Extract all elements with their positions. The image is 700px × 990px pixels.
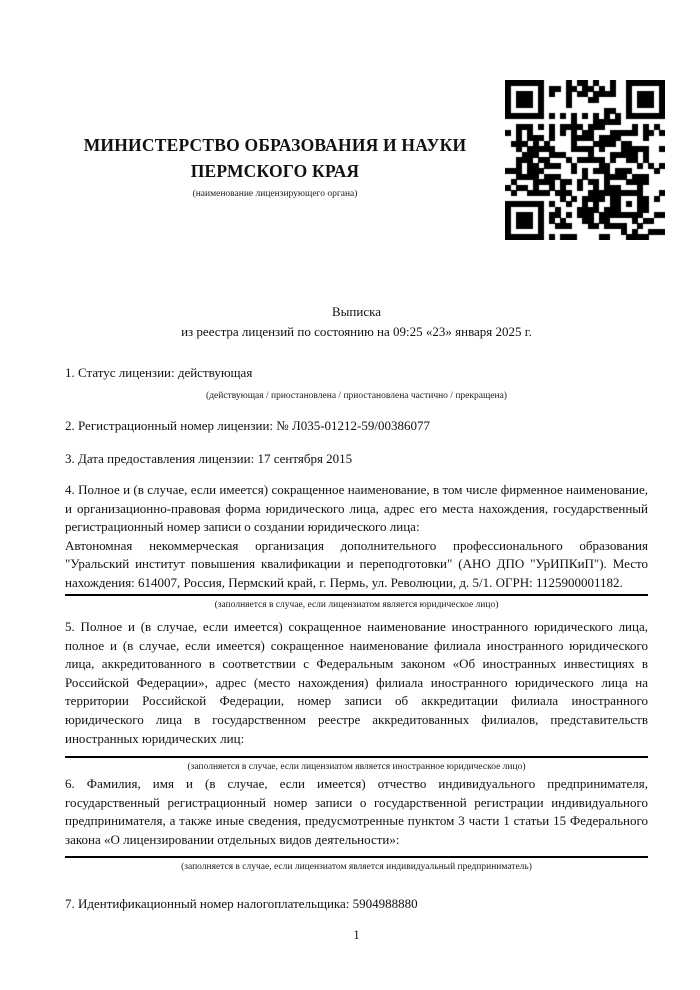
license-status-note: (действующая / приостановлена / приостановлена частично / прекращена) <box>206 390 507 401</box>
foreign-entity-caption: (заполняется в случае, если лицензиатом является иностранное юридическое лицо) <box>187 762 526 773</box>
qr-code-icon <box>505 80 665 240</box>
document-title-line2: из реестра лицензий по состоянию на 09:25 «23» января 2025 г. <box>181 324 532 339</box>
item-taxpayer-number <box>65 895 648 914</box>
item-individual-entrepreneur <box>65 775 648 873</box>
document-title-line1: Выписка <box>332 304 381 319</box>
individual-entrepreneur-label: 6. Фамилия, имя и (в случае, если имеется) отчество индивидуального предпринимателя, государственный регистрационный номер записи о государственной регистрации индивидуального предпринимателя, а также иные сведения, предусмотренные пунктом 3 части 1 статьи 15 Федерального закона «О лицензировании отдельных видов деятельности»: <box>65 776 648 847</box>
item-grant-date <box>65 450 648 469</box>
item-registration-number <box>65 417 648 436</box>
grant-date-text: 3. Дата предоставления лицензии: 17 сентября 2015 <box>65 451 353 466</box>
licensing-authority-header <box>65 132 485 199</box>
item-foreign-entity <box>65 618 648 773</box>
legal-entity-caption: (заполняется в случае, если лицензиатом является юридическое лицо) <box>214 599 499 610</box>
ministry-name-line2: ПЕРМСКОГО КРАЯ <box>190 161 360 181</box>
license-status-text: 1. Статус лицензии: действующая <box>65 365 253 380</box>
legal-entity-value: Автономная некоммерческая организация дополнительного профессионального образования "Уральский институт повышения квалификации и переподготовки" (АНО ДПО "УрИПКиП"). Место нахождения: 614007, Россия, Пермский край, г. Пермь, ул. Революции, д. 5/1. ОГРН: 1125900001182. <box>65 537 648 590</box>
individual-entrepreneur-caption: (заполняется в случае, если лицензиатом является индивидуальный предприниматель) <box>181 862 532 873</box>
item-legal-entity <box>65 481 648 611</box>
page-number: 1 <box>353 928 360 942</box>
foreign-entity-fill-line <box>65 756 648 758</box>
foreign-entity-label: 5. Полное и (в случае, если имеется) сокращенное наименование иностранного юридического лица, полное и (в случае, если имеется) сокращенное наименование филиала иностранного юридического лица, аккредитованного в соответствии с Федеральным законом «Об иностранных инвестициях в Российской Федерации», адрес (место нахождения) филиала иностранного юридического лица на территории Российской Федерации, номер записи об аккредитации филиала иностранного юридического лица в государственном реестре аккредитованных филиалов, представительств иностранных юридических лиц: <box>65 619 648 746</box>
registration-number-text: 2. Регистрационный номер лицензии: № Л035-01212-59/00386077 <box>65 418 431 433</box>
legal-entity-label: 4. Полное и (в случае, если имеется) сокращенное наименование, в том числе фирменное наименование, и организационно-правовая форма юридического лица, адрес его места нахождения, государственный регистрационный номер записи о создании юридического лица: <box>65 482 648 535</box>
ministry-name-line1: МИНИСТЕРСТВО ОБРАЗОВАНИЯ И НАУКИ <box>83 135 467 155</box>
licensing-authority-caption: (наименование лицензирующего органа) <box>192 189 358 199</box>
legal-entity-fill-line <box>65 594 648 596</box>
item-license-status <box>65 364 648 402</box>
document-title <box>65 302 648 342</box>
individual-entrepreneur-fill-line <box>65 856 648 858</box>
taxpayer-number-text: 7. Идентификационный номер налогоплательщика: 5904988880 <box>65 896 418 911</box>
